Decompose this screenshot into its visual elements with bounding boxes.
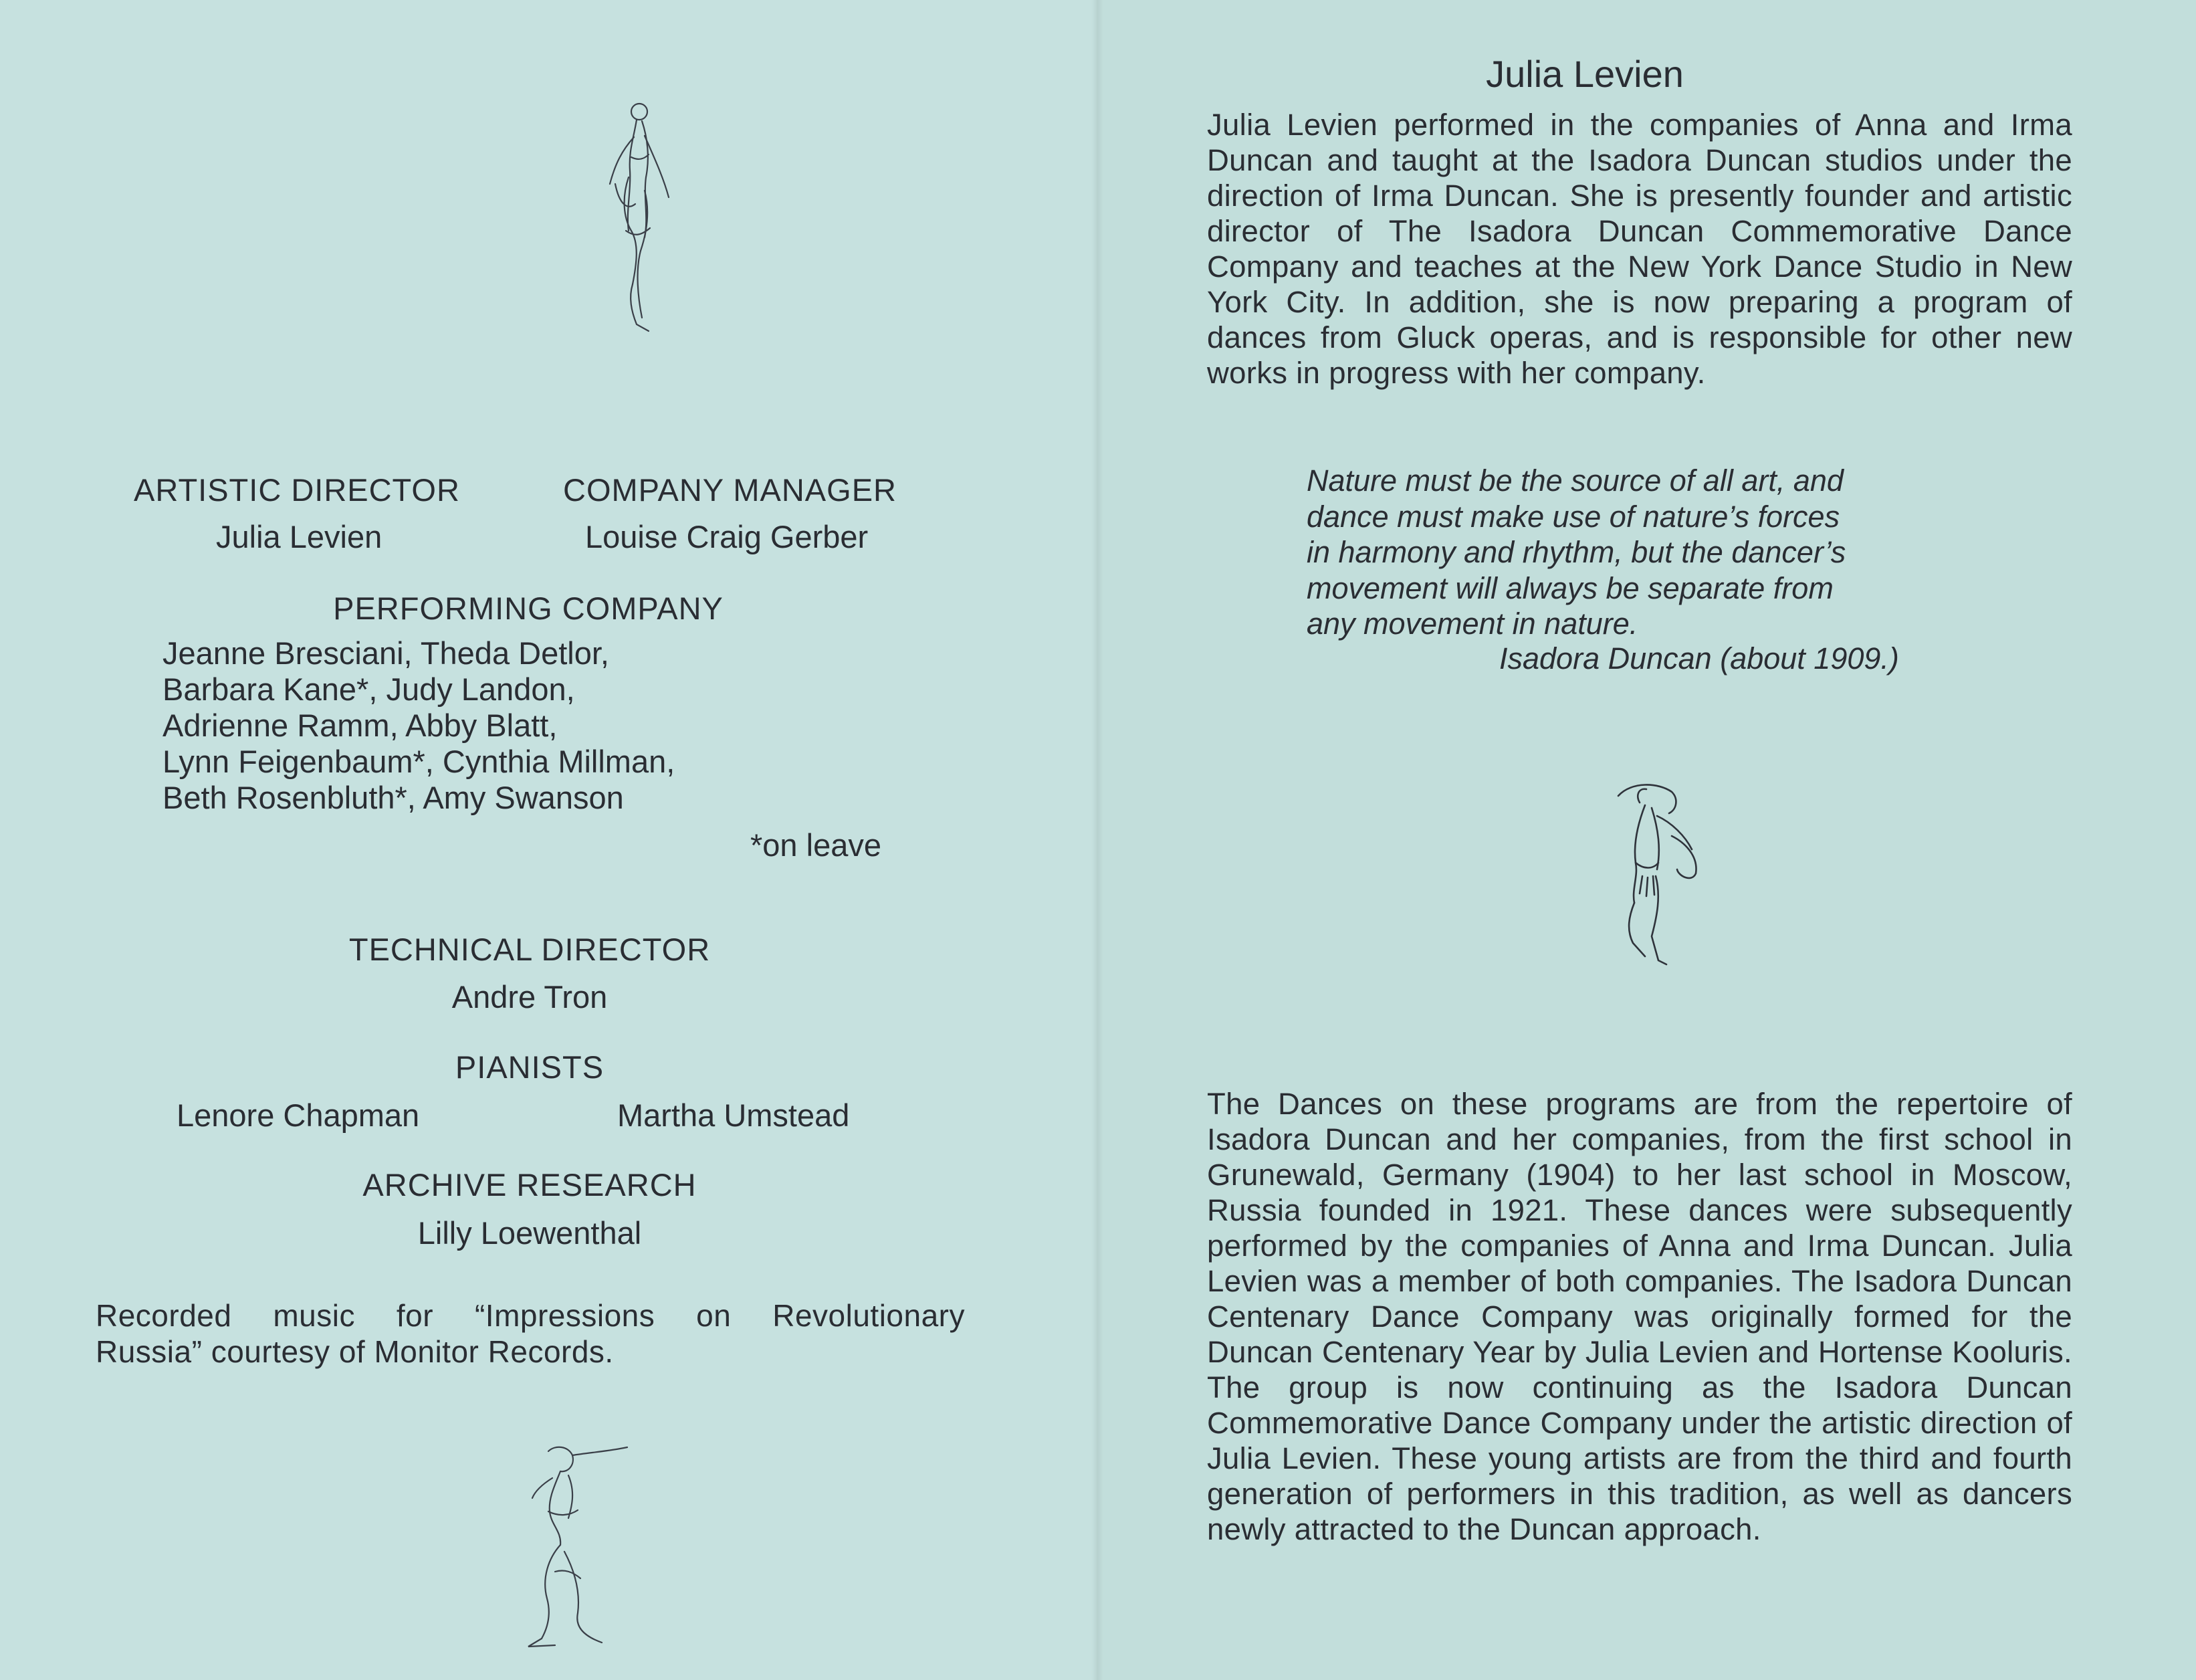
archive-research-name: Lilly Loewenthal xyxy=(417,1215,642,1251)
artistic-director-heading: ARTISTIC DIRECTOR xyxy=(134,472,460,508)
archive-research-heading: ARCHIVE RESEARCH xyxy=(362,1167,697,1202)
quote-line: in harmony and rhythm, but the dancer’s xyxy=(1307,535,1846,569)
pianists-heading: PIANISTS xyxy=(455,1049,605,1085)
quote-line: movement will always be separate from xyxy=(1307,570,1834,605)
bio-paragraph: Julia Levien performed in the companies of Anna and Irma Duncan and taught at the Isadora Duncan studios under the direction of Irma Duncan. She is presently founder and artistic director of The Isadora Duncan Commemorative Dance Company and teaches at the New York Dance Studio in New York City. In addition, she is now preparing a program of dances from Gluck operas, and is responsible for other new works in progress with her company. xyxy=(1207,108,2072,390)
cast-line: Lynn Feigenbaum*, Cynthia Millman, xyxy=(162,744,675,779)
center-fold xyxy=(1091,0,1103,1680)
quote-line: Nature must be the source of all art, and xyxy=(1307,463,1844,498)
cast-line: Beth Rosenbluth*, Amy Swanson xyxy=(162,780,624,815)
recorded-music-line: Recorded music for “Impressions on Revolutionary xyxy=(96,1298,965,1333)
performing-company-heading: PERFORMING COMPANY xyxy=(333,591,724,626)
pianist-name: Martha Umstead xyxy=(617,1097,850,1133)
company-manager-name: Louise Craig Gerber xyxy=(585,519,869,554)
technical-director-heading: TECHNICAL DIRECTOR xyxy=(348,932,711,967)
cast-line: Jeanne Bresciani, Theda Detlor, xyxy=(162,635,609,671)
on-leave-note: *on leave xyxy=(750,827,881,863)
duncan-quote xyxy=(1307,463,1846,642)
technical-director-name: Andre Tron xyxy=(451,979,608,1015)
quote-attribution: Isadora Duncan (about 1909.) xyxy=(1499,641,1899,675)
recorded-music-note xyxy=(96,1297,965,1370)
cast-line: Adrienne Ramm, Abby Blatt, xyxy=(162,708,558,743)
quote-line: dance must make use of nature’s forces xyxy=(1307,499,1840,534)
company-manager-heading: COMPANY MANAGER xyxy=(563,472,897,508)
dancer-sketch-icon xyxy=(575,97,675,338)
page-title: Julia Levien xyxy=(1486,53,1684,95)
recorded-music-line: Russia” courtesy of Monitor Records. xyxy=(96,1334,614,1369)
performing-company-list xyxy=(162,635,675,816)
dancer-sketch-icon xyxy=(508,1438,635,1652)
cast-line: Barbara Kane*, Judy Landon, xyxy=(162,671,575,707)
left-page xyxy=(0,0,1097,1680)
pianist-name: Lenore Chapman xyxy=(177,1097,420,1133)
dancer-sketch-icon xyxy=(1591,776,1705,970)
repertoire-paragraph: The Dances on these programs are from the repertoire of Isadora Duncan and her companies, from the first school in Grunewald, Germany (1904) to her last school in Moscow, Russia founded in 1921. These dances were subsequently performed by the companies of Anna and Irma Duncan. Julia Levien was a member of both companies. The Isadora Duncan Centenary Dance Company was originally formed for the Duncan Centenary Year by Julia Levien and Hortense Kooluris. The group is now continuing as the Isadora Duncan Commemorative Dance Company under the artistic direction of Julia Levien. These young artists are from the third and fourth generation of performers in this tradition, as well as dancers newly attracted to the Duncan approach. xyxy=(1207,1087,2072,1546)
quote-line: any movement in nature. xyxy=(1307,607,1638,641)
artistic-director-name: Julia Levien xyxy=(216,519,382,554)
right-page xyxy=(1097,0,2196,1680)
